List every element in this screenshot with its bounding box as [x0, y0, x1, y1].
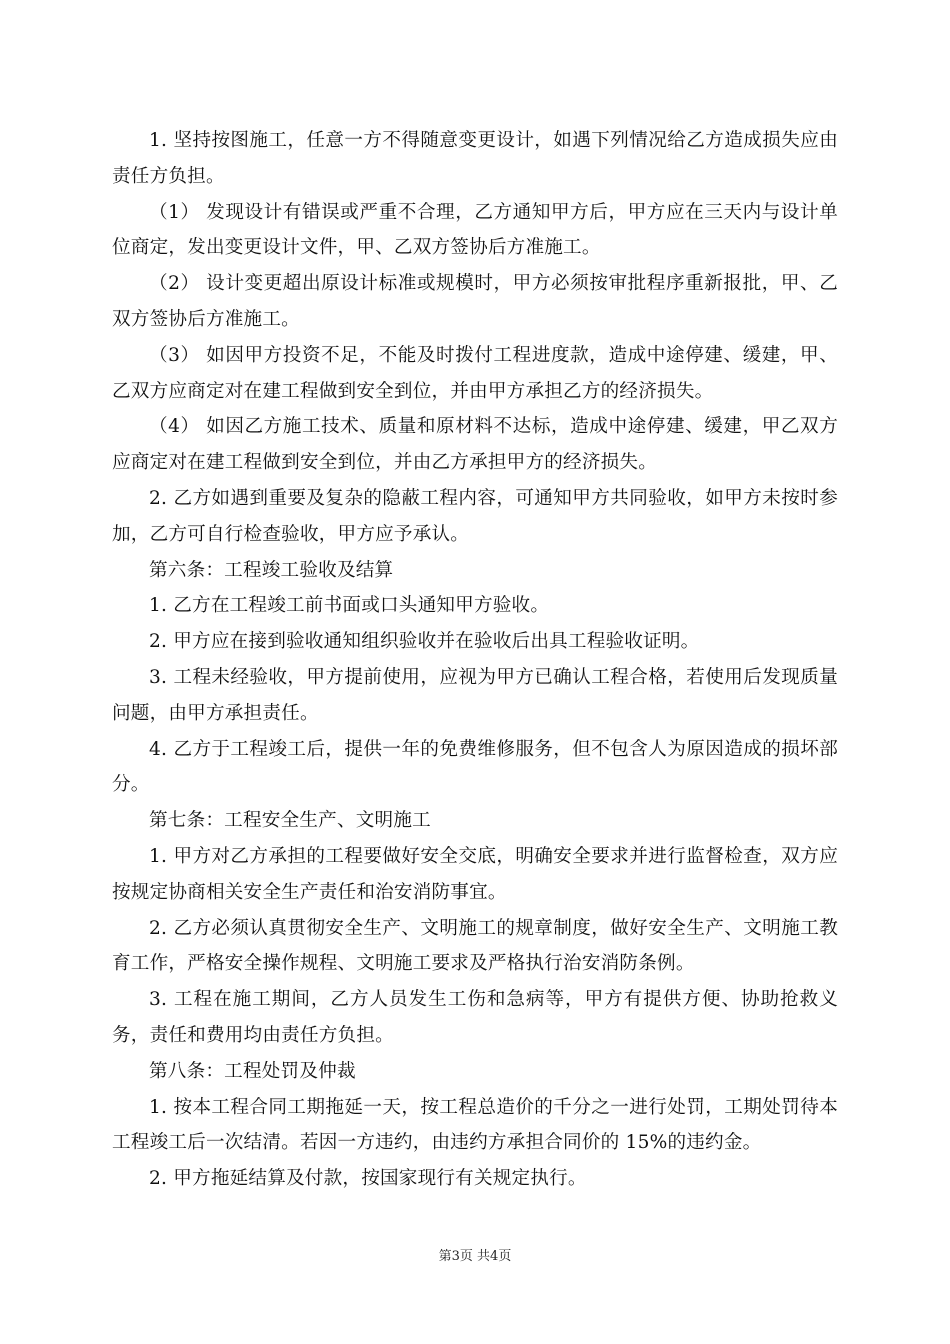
clause-2-paragraph: 2. 乙方如遇到重要及复杂的隐蔽工程内容，可通知甲方共同验收，如甲方未按时参加，乙方可自行检查验收，甲方应予承认。 — [112, 487, 838, 545]
clause-1-item-1-paragraph: （1） 发现设计有错误或严重不合理，乙方通知甲方后，甲方应在三天内与设计单位商定，发出变更设计文件，甲、乙双方签协后方准施工。 — [112, 201, 838, 259]
article-7-item-1-paragraph: 1. 甲方对乙方承担的工程要做好安全交底，明确安全要求并进行监督检查，双方应按规定协商相关安全生产责任和治安消防事宜。 — [112, 845, 838, 903]
article-6-heading: 第六条：工程竣工验收及结算 — [149, 559, 394, 581]
clause-1-item-4-paragraph: （4） 如因乙方施工技术、质量和原材料不达标，造成中途停建、缓建，甲乙双方应商定对在建工程做到安全到位，并由乙方承担甲方的经济损失。 — [112, 416, 838, 474]
article-7-item-3-paragraph: 3. 工程在施工期间，乙方人员发生工伤和急病等，甲方有提供方便、协助抢救义务，责任和费用均由责任方负担。 — [112, 989, 838, 1046]
article-6-item-4-paragraph: 4. 乙方于工程竣工后，提供一年的免费维修服务，但不包含人为原因造成的损坏部分。 — [112, 738, 838, 796]
article-8-heading: 第八条：工程处罚及仲裁 — [149, 1060, 356, 1082]
document-body — [112, 123, 838, 1197]
clause-1-item-2-paragraph: （2） 设计变更超出原设计标准或规模时，甲方必须按审批程序重新报批，甲、乙双方签协后方准施工。 — [112, 273, 838, 330]
article-8-item-1-paragraph: 1. 按本工程合同工期拖延一天，按工程总造价的千分之一进行处罚，工期处罚待本工程竣工后一次结清。若因一方违约，由违约方承担合同价的 15%的违约金。 — [112, 1096, 838, 1154]
article-6-item-3-paragraph: 3. 工程未经验收，甲方提前使用，应视为甲方已确认工程合格，若使用后发现质量问题，由甲方承担责任。 — [112, 666, 838, 724]
article-7-item-2-paragraph: 2. 乙方必须认真贯彻安全生产、文明施工的规章制度，做好安全生产、文明施工教育工作，严格安全操作规程、文明施工要求及严格执行治安消防条例。 — [112, 917, 838, 975]
article-6-item-1-paragraph: 1. 乙方在工程竣工前书面或口头通知甲方验收。 — [149, 595, 550, 617]
page-number-footer: 第3页 共4页 — [438, 1249, 512, 1264]
clause-1-item-3-paragraph: （3） 如因甲方投资不足，不能及时拨付工程进度款，造成中途停建、缓建，甲、乙双方应商定对在建工程做到安全到位，并由甲方承担乙方的经济损失。 — [112, 344, 838, 402]
clause-1-paragraph: 1. 坚持按图施工，任意一方不得随意变更设计，如遇下列情况给乙方造成损失应由责任方负担。 — [112, 130, 838, 187]
article-8-item-2-paragraph: 2. 甲方拖延结算及付款，按国家现行有关规定执行。 — [149, 1168, 587, 1190]
article-6-item-2-paragraph: 2. 甲方应在接到验收通知组织验收并在验收后出具工程验收证明。 — [149, 631, 700, 653]
article-7-heading: 第七条：工程安全生产、文明施工 — [149, 810, 431, 832]
